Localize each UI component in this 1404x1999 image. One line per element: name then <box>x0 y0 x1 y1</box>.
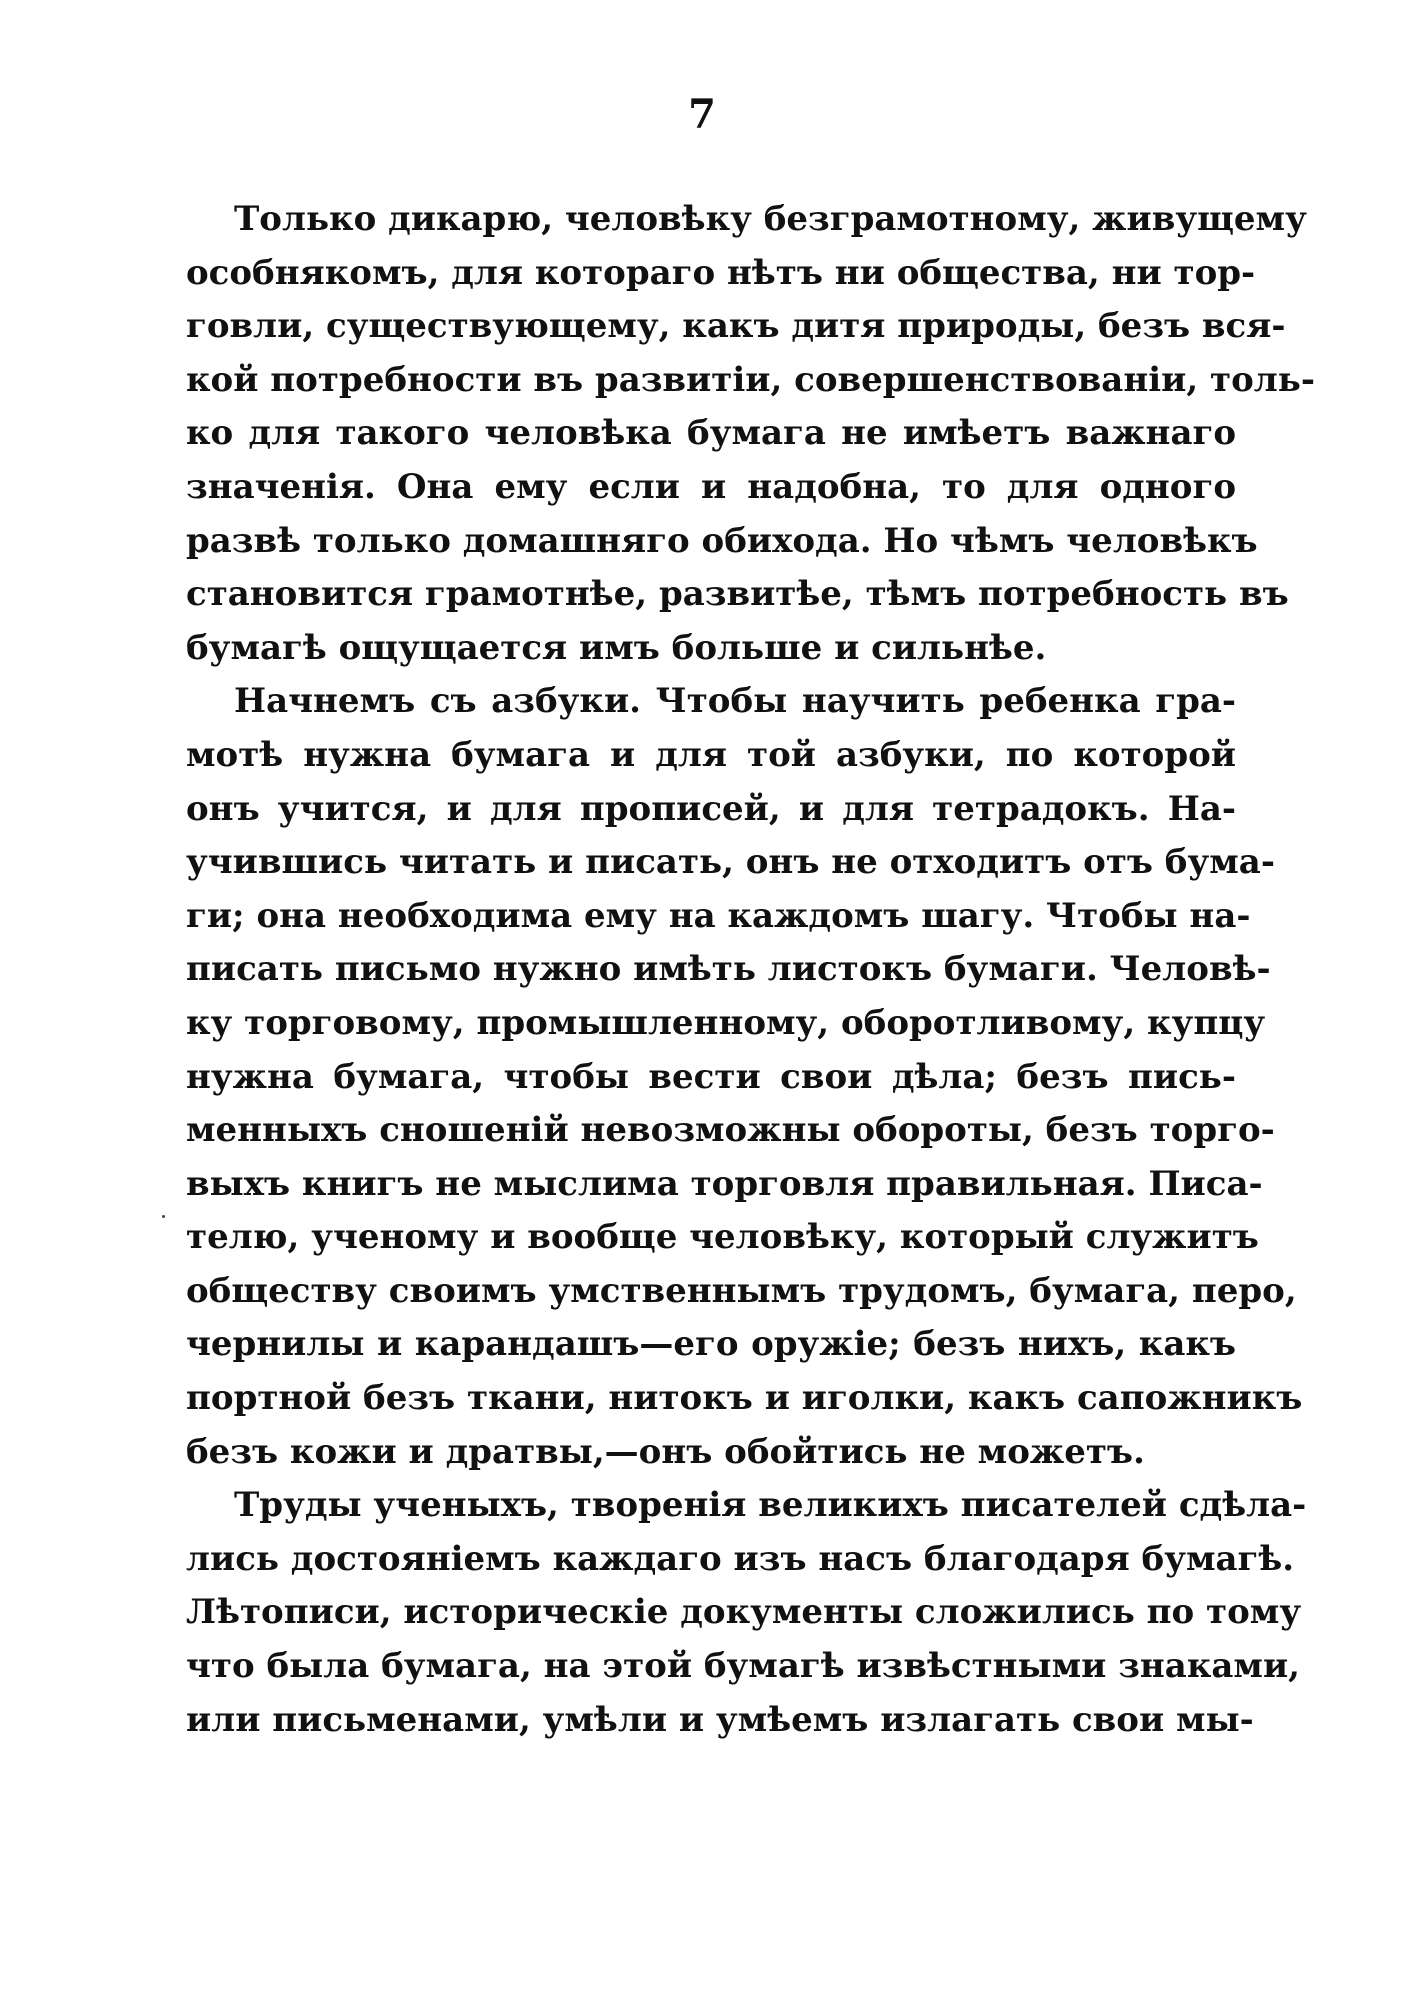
text-line: обществу своимъ умственнымъ трудомъ, бумага, перо, <box>186 1270 1297 1311</box>
text-line: мотѣ нужна бумага и для той азбуки, по которой <box>186 734 1236 775</box>
text-line: менныхъ сношеній невозможны обороты, безъ торго- <box>186 1110 1275 1151</box>
text-line: говли, существующему, какъ дитя природы, безъ вся- <box>186 306 1286 347</box>
scan-speck <box>162 1215 165 1218</box>
text-line: выхъ книгъ не мыслима торговля правильная. Писа- <box>186 1163 1263 1204</box>
text-line: значенія. Она ему если и надобна, то для одного <box>186 466 1236 507</box>
text-line: Только дикарю, человѣку безграмотному, живущему <box>234 199 1307 239</box>
text-line: лись достояніемъ каждаго изъ насъ благодаря бумагѣ. <box>186 1538 1295 1579</box>
page-number: 7 <box>688 91 716 138</box>
text-line: ко для такого человѣка бумага не имѣетъ важнаго <box>186 413 1236 454</box>
text-line: развѣ только домашняго обихода. Но чѣмъ человѣкъ <box>186 520 1258 561</box>
text-line: Лѣтописи, историческіе документы сложились по тому <box>186 1592 1302 1633</box>
text-line: что была бумага, на этой бумагѣ извѣстными знаками, <box>186 1646 1301 1687</box>
text-line: безъ кожи и дратвы,—онъ обойтись не можетъ. <box>186 1431 1145 1472</box>
text-line: Труды ученыхъ, творенія великихъ писателей сдѣла- <box>234 1485 1307 1526</box>
body-text <box>186 193 1315 1747</box>
text-line: ку торговому, промышленному, оборотливому, купцу <box>186 1002 1266 1043</box>
text-line: особнякомъ, для котораго нѣтъ ни общества, ни тор- <box>186 252 1256 293</box>
paragraph-2 <box>186 675 1303 1479</box>
text-line: писать письмо нужно имѣть листокъ бумаги. Человѣ- <box>186 949 1271 990</box>
text-line: бумагѣ ощущается имъ больше и сильнѣе. <box>186 627 1047 668</box>
text-line: чернилы и карандашъ—его оружіе; безъ нихъ, какъ <box>186 1324 1236 1365</box>
text-line: Начнемъ съ азбуки. Чтобы научить ребенка гра- <box>234 681 1236 722</box>
text-line: телю, ученому и вообще человѣку, который служитъ <box>186 1217 1259 1258</box>
text-line: или письменами, умѣли и умѣемъ излагать свои мы- <box>186 1699 1254 1740</box>
text-line: онъ учится, и для прописей, и для тетрадокъ. На- <box>186 788 1236 829</box>
paragraph-1 <box>186 193 1315 675</box>
text-line: кой потребности въ развитіи, совершенствованіи, толь- <box>186 359 1315 400</box>
text-line: нужна бумага, чтобы вести свои дѣла; безъ пись- <box>186 1056 1236 1097</box>
text-line: учившись читать и писать, онъ не отходитъ отъ бума- <box>186 842 1275 883</box>
text-line: становится грамотнѣе, развитѣе, тѣмъ потребность въ <box>186 574 1289 615</box>
text-line: портной безъ ткани, нитокъ и иголки, какъ сапожникъ <box>186 1378 1303 1419</box>
paragraph-3 <box>186 1479 1307 1747</box>
text-line: ги; она необходима ему на каждомъ шагу. Чтобы на- <box>186 895 1251 936</box>
